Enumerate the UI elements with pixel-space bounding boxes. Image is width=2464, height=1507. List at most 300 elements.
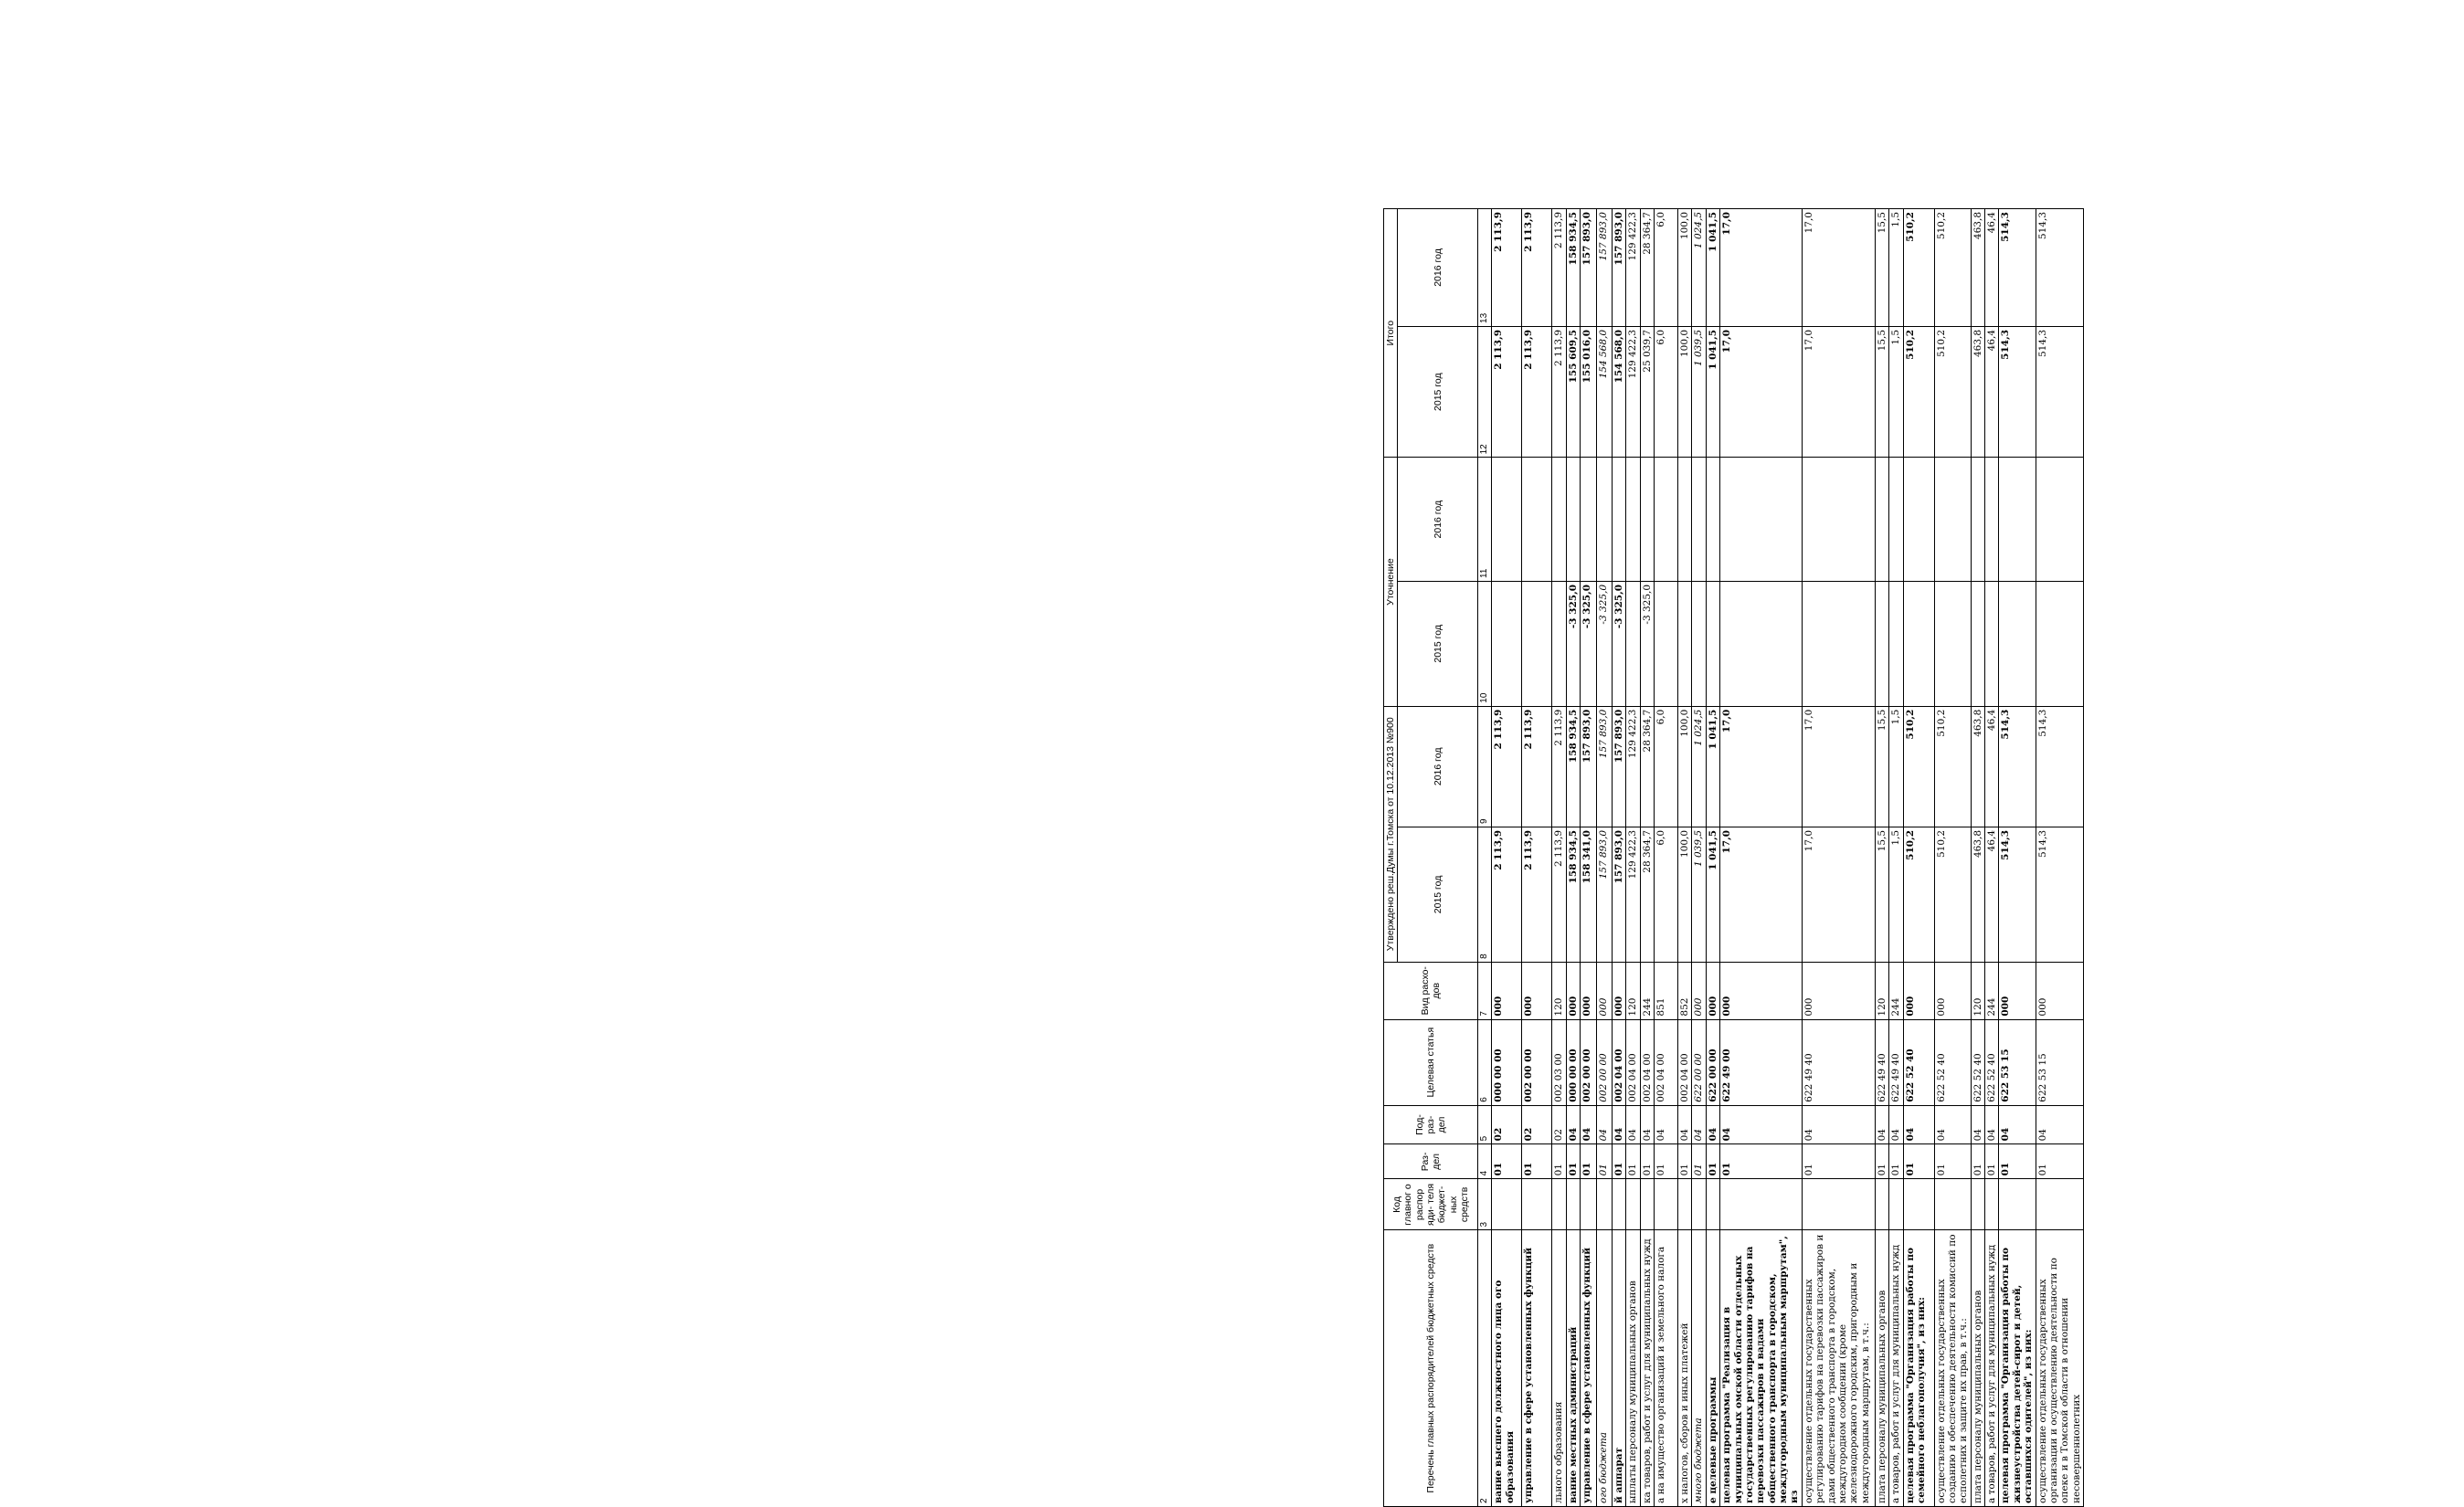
row-itogo-2015: 514,3 (1999, 326, 2036, 457)
row-itogo-2015: 1 041,5 (1706, 326, 1719, 457)
row-utv-2015: 158 341,0 (1580, 827, 1596, 962)
header-itogo-2016: 2016 год (1398, 209, 1478, 327)
row-utoch-2016 (1678, 458, 1692, 582)
table-row (1934, 209, 1971, 1507)
row-celevaya: 002 04 00 (1655, 1019, 1678, 1105)
row-vid: 000 (1934, 962, 1971, 1019)
row-utv-2016: 46,4 (1985, 706, 1999, 827)
table-row (1492, 209, 1522, 1507)
row-name: а товаров, работ и услуг для муниципальных нужд (1889, 1230, 1903, 1507)
row-itogo-2016: 514,3 (1999, 209, 2036, 327)
row-celevaya: 622 52 40 (1903, 1019, 1934, 1105)
row-name: целевая программа "Реализация в муниципальных омской области отдельных государственных регулированию тарифов на перевозки пассажиров и вадами общественного транспорта в городском, междугородным муниципальным маршрутам", из (1720, 1230, 1803, 1507)
row-grbs (1612, 1179, 1625, 1230)
row-podrazdel: 02 (1522, 1105, 1552, 1144)
row-itogo-2016: 510,2 (1903, 209, 1934, 327)
row-utv-2016: 129 422,3 (1626, 706, 1640, 827)
row-celevaya: 622 52 40 (1934, 1019, 1971, 1105)
row-utoch-2015 (1692, 581, 1706, 706)
row-vid: 000 (1720, 962, 1803, 1019)
row-grbs (1934, 1179, 1971, 1230)
table-row (1552, 209, 1566, 1507)
row-itogo-2016: 2 113,9 (1522, 209, 1552, 327)
row-itogo-2015: 155 016,0 (1580, 326, 1596, 457)
row-itogo-2015: 510,2 (1934, 326, 1971, 457)
row-utv-2015: 28 364,7 (1640, 827, 1654, 962)
row-utoch-2015 (1889, 581, 1903, 706)
row-podrazdel: 04 (1626, 1105, 1640, 1144)
row-razdel: 01 (1889, 1144, 1903, 1179)
row-utv-2015: 1 039,5 (1692, 827, 1706, 962)
row-name: а товаров, работ и услуг для муниципальных нужд (1985, 1230, 1999, 1507)
table-row (1692, 209, 1706, 1507)
header-utochnenie: Уточнение (1384, 458, 1398, 706)
row-podrazdel: 04 (1875, 1105, 1888, 1144)
header-utv-2015: 2015 год (1398, 827, 1478, 962)
row-itogo-2015: 1,5 (1889, 326, 1903, 457)
row-celevaya: 622 49 40 (1802, 1019, 1875, 1105)
row-utoch-2015 (1802, 581, 1875, 706)
row-utv-2016: 514,3 (1999, 706, 2036, 827)
row-grbs (1706, 1179, 1719, 1230)
row-celevaya: 002 00 00 (1596, 1019, 1612, 1105)
row-vid: 000 (1802, 962, 1875, 1019)
row-razdel: 01 (1566, 1144, 1580, 1179)
row-utoch-2015 (1985, 581, 1999, 706)
row-utv-2015: 2 113,9 (1522, 827, 1552, 962)
table-row (1720, 209, 1803, 1507)
col-number: 7 (1478, 962, 1492, 1019)
col-number: 5 (1478, 1105, 1492, 1144)
row-razdel: 01 (1522, 1144, 1552, 1179)
table-row (1999, 209, 2036, 1507)
table-row (1802, 209, 1875, 1507)
row-utoch-2015 (1655, 581, 1678, 706)
row-razdel: 01 (1492, 1144, 1522, 1179)
header-row-groups (1384, 209, 1398, 1507)
row-celevaya: 622 53 15 (1999, 1019, 2036, 1105)
row-utoch-2015 (1706, 581, 1719, 706)
row-vid: 000 (2036, 962, 2084, 1019)
table-row (1522, 209, 1552, 1507)
row-podrazdel: 02 (1552, 1105, 1566, 1144)
header-itogo: Итого (1384, 209, 1398, 458)
row-razdel: 01 (1580, 1144, 1596, 1179)
header-utverzhdeno: Утверждено реш.Думы г.Томска от 10.12.2013 №900 (1384, 706, 1398, 962)
row-name: плата персоналу муниципальных органов (1875, 1230, 1888, 1507)
row-utoch-2016 (1492, 458, 1522, 582)
row-grbs (1802, 1179, 1875, 1230)
table-body (1492, 209, 2084, 1507)
row-utv-2016: 157 893,0 (1580, 706, 1596, 827)
row-itogo-2016: 46,4 (1985, 209, 1999, 327)
row-utoch-2016 (1580, 458, 1596, 582)
row-itogo-2015: 100,0 (1678, 326, 1692, 457)
row-grbs (1971, 1179, 1984, 1230)
row-utoch-2015: -3 325,0 (1596, 581, 1612, 706)
row-utv-2016: 15,5 (1875, 706, 1888, 827)
row-utv-2015: 1 041,5 (1706, 827, 1719, 962)
row-itogo-2016: 158 934,5 (1566, 209, 1580, 327)
row-itogo-2016: 15,5 (1875, 209, 1888, 327)
row-itogo-2016: 157 893,0 (1612, 209, 1625, 327)
row-name: вание высшего должностного лица ого образования (1492, 1230, 1522, 1507)
row-razdel: 01 (1999, 1144, 2036, 1179)
row-vid: 000 (1580, 962, 1596, 1019)
row-grbs (1999, 1179, 2036, 1230)
row-name: е целевые программы (1706, 1230, 1719, 1507)
table-row (1971, 209, 1984, 1507)
col-number: 8 (1478, 827, 1492, 962)
row-itogo-2015: 15,5 (1875, 326, 1888, 457)
row-utv-2015: 2 113,9 (1552, 827, 1566, 962)
row-utv-2016: 6,0 (1655, 706, 1678, 827)
row-grbs (1655, 1179, 1678, 1230)
row-vid: 120 (1552, 962, 1566, 1019)
row-vid: 000 (1492, 962, 1522, 1019)
row-name: й аппарат (1612, 1230, 1625, 1507)
row-utoch-2016 (1692, 458, 1706, 582)
table-row (2036, 209, 2084, 1507)
table-row (1655, 209, 1678, 1507)
row-utoch-2016 (1720, 458, 1803, 582)
row-itogo-2016: 129 422,3 (1626, 209, 1640, 327)
row-itogo-2015: 2 113,9 (1552, 326, 1566, 457)
row-utv-2015: 514,3 (1999, 827, 2036, 962)
row-utoch-2015 (1720, 581, 1803, 706)
header-podrazdel: Под- раз- дел (1384, 1105, 1478, 1144)
row-podrazdel: 04 (1971, 1105, 1984, 1144)
row-podrazdel: 04 (1596, 1105, 1612, 1144)
col-number: 12 (1478, 326, 1492, 457)
row-podrazdel: 04 (1720, 1105, 1803, 1144)
row-podrazdel: 04 (1566, 1105, 1580, 1144)
row-grbs (1985, 1179, 1999, 1230)
row-name: вание местных администраций (1566, 1230, 1580, 1507)
row-razdel: 01 (1934, 1144, 1971, 1179)
row-celevaya: 622 00 00 (1692, 1019, 1706, 1105)
row-utv-2015: 157 893,0 (1596, 827, 1612, 962)
row-name: плата персоналу муниципальных органов (1971, 1230, 1984, 1507)
table-row (1566, 209, 1580, 1507)
row-utoch-2016 (1999, 458, 2036, 582)
row-utoch-2016 (1626, 458, 1640, 582)
col-number: 9 (1478, 706, 1492, 827)
row-utoch-2016 (2036, 458, 2084, 582)
row-razdel: 01 (1552, 1144, 1566, 1179)
row-name: а на имущество организаций и земельного налога (1655, 1230, 1678, 1507)
header-itogo-2015: 2015 год (1398, 326, 1478, 457)
row-utoch-2015 (1552, 581, 1566, 706)
row-utv-2015: 463,8 (1971, 827, 1984, 962)
row-utv-2016: 1,5 (1889, 706, 1903, 827)
row-utv-2016: 463,8 (1971, 706, 1984, 827)
budget-sheet-rotated (1383, 208, 2464, 1507)
row-celevaya: 002 04 00 (1640, 1019, 1654, 1105)
col-number: 4 (1478, 1144, 1492, 1179)
row-grbs (1492, 1179, 1522, 1230)
row-vid: 000 (1692, 962, 1706, 1019)
row-utoch-2016 (1596, 458, 1612, 582)
row-grbs (1566, 1179, 1580, 1230)
row-celevaya: 000 00 00 (1492, 1019, 1522, 1105)
budget-table (1383, 208, 2084, 1507)
row-utoch-2015: -3 325,0 (1612, 581, 1625, 706)
row-vid: 000 (1999, 962, 2036, 1019)
row-podrazdel: 04 (1655, 1105, 1678, 1144)
row-itogo-2015: 25 039,7 (1640, 326, 1654, 457)
row-celevaya: 002 04 00 (1626, 1019, 1640, 1105)
table-row (1985, 209, 1999, 1507)
row-itogo-2015: 155 609,5 (1566, 326, 1580, 457)
row-utoch-2015 (2036, 581, 2084, 706)
row-utv-2015: 514,3 (2036, 827, 2084, 962)
row-name: осуществление отдельных государственных регулированию тарифов на перевозки пассажиров и дами общественного транспорта в городском, междугородном сообщении (кроме железнодорожного городским, пригородным и междугородным маршрутам, в т.ч.: (1802, 1230, 1875, 1507)
row-name: осуществление отдельных государственных организации и осуществлению деятельности по опеке и в Томской области в отношении несовершеннолетних (2036, 1230, 2084, 1507)
row-grbs (2036, 1179, 2084, 1230)
row-vid: 000 (1612, 962, 1625, 1019)
row-celevaya: 002 00 00 (1522, 1019, 1552, 1105)
row-vid: 000 (1566, 962, 1580, 1019)
row-podrazdel: 04 (1999, 1105, 2036, 1144)
row-utoch-2016 (1612, 458, 1625, 582)
row-utoch-2015 (1934, 581, 1971, 706)
header-utoch-2016: 2016 год (1398, 458, 1478, 582)
row-podrazdel: 04 (1706, 1105, 1719, 1144)
row-utv-2016: 2 113,9 (1522, 706, 1552, 827)
row-utv-2015: 100,0 (1678, 827, 1692, 962)
row-grbs (1596, 1179, 1612, 1230)
row-grbs (1640, 1179, 1654, 1230)
col-number: 2 (1478, 1230, 1492, 1507)
row-name: целевая программа "Организация работы по жизнеустройства детей-сирот и детей, оставшихся одителей", из них: (1999, 1230, 2036, 1507)
row-podrazdel: 04 (1692, 1105, 1706, 1144)
row-celevaya: 002 04 00 (1678, 1019, 1692, 1105)
row-utoch-2016 (1706, 458, 1719, 582)
row-razdel: 01 (1971, 1144, 1984, 1179)
row-itogo-2015: 154 568,0 (1612, 326, 1625, 457)
row-grbs (1678, 1179, 1692, 1230)
row-utoch-2016 (1640, 458, 1654, 582)
header-name: Перечень главных распорядителей бюджетных средств (1384, 1230, 1478, 1507)
row-utoch-2015 (1522, 581, 1552, 706)
row-itogo-2016: 2 113,9 (1492, 209, 1522, 327)
row-itogo-2015: 6,0 (1655, 326, 1678, 457)
row-utv-2016: 514,3 (2036, 706, 2084, 827)
row-podrazdel: 04 (1985, 1105, 1999, 1144)
column-number-row (1478, 209, 1492, 1507)
row-utv-2015: 1,5 (1889, 827, 1903, 962)
row-vid: 000 (1706, 962, 1719, 1019)
row-razdel: 01 (1985, 1144, 1999, 1179)
row-itogo-2016: 510,2 (1934, 209, 1971, 327)
row-grbs (1626, 1179, 1640, 1230)
row-itogo-2016: 1 024,5 (1692, 209, 1706, 327)
row-itogo-2016: 17,0 (1720, 209, 1803, 327)
row-itogo-2016: 463,8 (1971, 209, 1984, 327)
row-utv-2015: 15,5 (1875, 827, 1888, 962)
row-itogo-2016: 157 893,0 (1580, 209, 1596, 327)
row-itogo-2015: 514,3 (2036, 326, 2084, 457)
row-utoch-2015 (1492, 581, 1522, 706)
row-name: управление в сфере установленных функций (1580, 1230, 1596, 1507)
row-utv-2016: 157 893,0 (1612, 706, 1625, 827)
row-vid: 120 (1971, 962, 1984, 1019)
row-podrazdel: 04 (1903, 1105, 1934, 1144)
row-utv-2016: 17,0 (1802, 706, 1875, 827)
row-utoch-2016 (1552, 458, 1566, 582)
row-razdel: 01 (1612, 1144, 1625, 1179)
header-vid: Вид расхо- дов (1384, 962, 1478, 1019)
row-vid: 000 (1522, 962, 1552, 1019)
row-utv-2015: 157 893,0 (1612, 827, 1625, 962)
header-utv-2016: 2016 год (1398, 706, 1478, 827)
table-row (1626, 209, 1640, 1507)
row-itogo-2015: 2 113,9 (1522, 326, 1552, 457)
row-utv-2015: 17,0 (1720, 827, 1803, 962)
row-itogo-2015: 2 113,9 (1492, 326, 1522, 457)
row-utv-2015: 46,4 (1985, 827, 1999, 962)
row-itogo-2015: 17,0 (1802, 326, 1875, 457)
row-itogo-2016: 100,0 (1678, 209, 1692, 327)
row-name: осуществление отдельных государственных созданию и обеспечению деятельности комиссий по есполетних и защите их прав, в т.ч.: (1934, 1230, 1971, 1507)
row-grbs (1522, 1179, 1552, 1230)
row-razdel: 01 (1626, 1144, 1640, 1179)
table-row (1596, 209, 1612, 1507)
row-vid: 120 (1626, 962, 1640, 1019)
row-utv-2015: 17,0 (1802, 827, 1875, 962)
row-vid: 000 (1903, 962, 1934, 1019)
table-row (1640, 209, 1654, 1507)
row-utv-2015: 2 113,9 (1492, 827, 1522, 962)
row-utoch-2016 (1802, 458, 1875, 582)
row-utoch-2015 (1999, 581, 2036, 706)
row-utv-2015: 510,2 (1903, 827, 1934, 962)
row-name: льного образования (1552, 1230, 1566, 1507)
row-utv-2016: 2 113,9 (1552, 706, 1566, 827)
row-utv-2016: 510,2 (1903, 706, 1934, 827)
row-vid: 852 (1678, 962, 1692, 1019)
row-itogo-2016: 157 893,0 (1596, 209, 1612, 327)
row-name: ыплаты персоналу муниципальных органов (1626, 1230, 1640, 1507)
header-grbs: Код главног о распор яди- теля бюджет- ных средств (1384, 1179, 1478, 1230)
row-itogo-2016: 2 113,9 (1552, 209, 1566, 327)
row-utv-2015: 6,0 (1655, 827, 1678, 962)
row-razdel: 01 (1802, 1144, 1875, 1179)
row-name: целевая программа "Организация работы по семейного неблагополучия", из них: (1903, 1230, 1934, 1507)
row-celevaya: 622 49 40 (1875, 1019, 1888, 1105)
row-celevaya: 000 00 00 (1566, 1019, 1580, 1105)
row-utoch-2016 (1903, 458, 1934, 582)
header-razdel: Раз- дел (1384, 1144, 1478, 1179)
row-grbs (1720, 1179, 1803, 1230)
row-grbs (1889, 1179, 1903, 1230)
table-row (1889, 209, 1903, 1507)
row-utoch-2015 (1678, 581, 1692, 706)
row-razdel: 01 (1655, 1144, 1678, 1179)
row-podrazdel: 04 (1802, 1105, 1875, 1144)
row-grbs (1875, 1179, 1888, 1230)
row-utoch-2015 (1626, 581, 1640, 706)
row-utoch-2016 (1522, 458, 1552, 582)
row-vid: 851 (1655, 962, 1678, 1019)
row-razdel: 01 (1692, 1144, 1706, 1179)
row-utoch-2016 (1566, 458, 1580, 582)
row-utoch-2016 (1875, 458, 1888, 582)
table-row (1875, 209, 1888, 1507)
col-number: 11 (1478, 458, 1492, 582)
row-utoch-2015 (1875, 581, 1888, 706)
row-utv-2016: 1 024,5 (1692, 706, 1706, 827)
row-grbs (1552, 1179, 1566, 1230)
row-grbs (1903, 1179, 1934, 1230)
row-itogo-2015: 154 568,0 (1596, 326, 1612, 457)
row-name: управление в сфере установленных функций (1522, 1230, 1552, 1507)
row-itogo-2016: 28 364,7 (1640, 209, 1654, 327)
row-itogo-2015: 1 039,5 (1692, 326, 1706, 457)
row-name: много бюджета (1692, 1230, 1706, 1507)
row-itogo-2015: 46,4 (1985, 326, 1999, 457)
row-itogo-2015: 129 422,3 (1626, 326, 1640, 457)
row-utv-2016: 157 893,0 (1596, 706, 1612, 827)
table-row (1580, 209, 1596, 1507)
row-razdel: 01 (1678, 1144, 1692, 1179)
row-utv-2015: 158 934,5 (1566, 827, 1580, 962)
row-razdel: 01 (1640, 1144, 1654, 1179)
row-razdel: 01 (2036, 1144, 2084, 1179)
row-utv-2015: 510,2 (1934, 827, 1971, 962)
row-celevaya: 622 53 15 (2036, 1019, 2084, 1105)
row-razdel: 01 (1596, 1144, 1612, 1179)
row-vid: 244 (1889, 962, 1903, 1019)
row-podrazdel: 04 (2036, 1105, 2084, 1144)
col-number: 10 (1478, 581, 1492, 706)
row-podrazdel: 04 (1889, 1105, 1903, 1144)
row-vid: 244 (1985, 962, 1999, 1019)
row-podrazdel: 02 (1492, 1105, 1522, 1144)
row-itogo-2016: 6,0 (1655, 209, 1678, 327)
row-vid: 000 (1596, 962, 1612, 1019)
row-utv-2016: 510,2 (1934, 706, 1971, 827)
row-itogo-2015: 17,0 (1720, 326, 1803, 457)
row-utoch-2016 (1934, 458, 1971, 582)
row-razdel: 01 (1903, 1144, 1934, 1179)
row-celevaya: 622 49 00 (1720, 1019, 1803, 1105)
row-utv-2016: 100,0 (1678, 706, 1692, 827)
table-row (1612, 209, 1625, 1507)
header-celevaya: Целевая статья (1384, 1019, 1478, 1105)
row-itogo-2016: 514,3 (2036, 209, 2084, 327)
row-utoch-2015: -3 325,0 (1580, 581, 1596, 706)
row-podrazdel: 04 (1612, 1105, 1625, 1144)
table-row (1706, 209, 1719, 1507)
row-razdel: 01 (1720, 1144, 1803, 1179)
row-itogo-2015: 510,2 (1903, 326, 1934, 457)
row-utv-2016: 17,0 (1720, 706, 1803, 827)
row-celevaya: 622 52 40 (1985, 1019, 1999, 1105)
row-podrazdel: 04 (1640, 1105, 1654, 1144)
row-itogo-2016: 1,5 (1889, 209, 1903, 327)
row-utv-2016: 2 113,9 (1492, 706, 1522, 827)
row-utoch-2015 (1971, 581, 1984, 706)
row-grbs (1580, 1179, 1596, 1230)
row-itogo-2015: 463,8 (1971, 326, 1984, 457)
row-podrazdel: 04 (1934, 1105, 1971, 1144)
row-utv-2015: 129 422,3 (1626, 827, 1640, 962)
row-name: ка товаров, работ и услуг для муниципальных нужд (1640, 1230, 1654, 1507)
row-utoch-2016 (1985, 458, 1999, 582)
row-razdel: 01 (1875, 1144, 1888, 1179)
